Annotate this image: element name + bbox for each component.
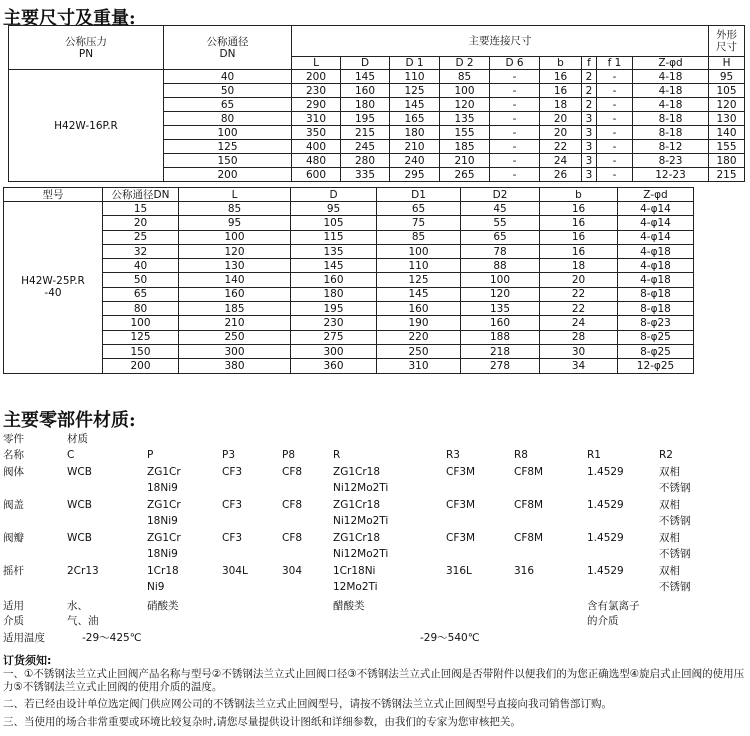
table-cell: 24 [540,154,582,168]
table-cell: 160 [291,273,377,287]
table-cell: - [490,154,540,168]
table-cell: 12-23 [633,168,709,182]
table-cell: 125 [377,273,461,287]
code-r3: R3 [446,449,460,461]
table-cell: 2 [582,70,597,84]
temp-r: -29～540℃ [420,632,480,644]
media-r: 醋酸类 [333,600,365,612]
material-cover-r1: ZG1Cr18 [333,499,381,511]
code-p: P [147,449,154,461]
table-cell: 85 [440,70,490,84]
table-row [4,330,694,344]
table-cell: 22 [540,302,618,316]
table-cell: 20 [540,126,582,140]
model-line-2: -40 [44,287,62,300]
material-rocker-p2: Ni9 [147,581,165,593]
table-cell: 245 [341,140,390,154]
code-c: C [67,449,75,461]
table-cell: - [597,168,633,182]
table-cell: 80 [103,302,179,316]
table-cell: 380 [179,359,291,373]
order-note-1: 一、①不锈钢法兰立式止回阀产品名称与型号②不锈钢法兰立式止回阀口径③不锈钢法兰立式止回阀是否带附件以便我们的为您正确选型④旋启式止回阀的使用压力⑤不锈钢法兰立式止回阀的使用介质的温度。 [3,668,745,693]
temp-c: -29～425℃ [82,632,142,644]
table-cell: 278 [461,359,540,373]
media-p: 硝酸类 [147,600,179,612]
material-cover-r3: CF3M [446,499,476,511]
table-cell: 50 [164,84,292,98]
table-cell: 8-φ18 [618,287,694,301]
media-r1-2: 的介质 [587,615,619,627]
sub-header-cell: D 1 [390,57,440,70]
table-cell: 215 [341,126,390,140]
table-cell: 290 [292,98,341,112]
table-cell: 4-18 [633,84,709,98]
header-nominal-diameter: 公称通径 DN [164,26,292,70]
table-cell: 16 [540,202,618,216]
table-cell: 8-φ25 [618,330,694,344]
table-cell: 22 [540,287,618,301]
table-cell: 180 [341,98,390,112]
table-cell: 65 [377,202,461,216]
sub-header-cell: Z-φd [633,57,709,70]
table-cell: 8-φ18 [618,302,694,316]
order-notes-title: 订货须知: [3,654,52,667]
table-cell: - [597,84,633,98]
table-cell: 250 [179,330,291,344]
table-row [4,344,694,358]
table-cell: 210 [179,316,291,330]
table-cell: 85 [179,202,291,216]
table-cell: 95 [291,202,377,216]
table-cell: 335 [341,168,390,182]
code-r8: R8 [514,449,528,461]
table-row [4,273,694,287]
table-cell: 8-φ23 [618,316,694,330]
material-rocker-r3: 316L [446,565,472,577]
table-cell: 100 [179,230,291,244]
table-cell: - [597,154,633,168]
table-cell: 155 [709,140,745,154]
table-cell: - [597,126,633,140]
table-cell: 110 [390,70,440,84]
table-cell: 200 [292,70,341,84]
sub-header-cell: D [341,57,390,70]
table-row [9,70,745,84]
table-cell: 125 [103,330,179,344]
table-cell: - [597,112,633,126]
table-cell: 78 [461,244,540,258]
table-cell: 4-φ18 [618,259,694,273]
table-cell: 16 [540,244,618,258]
table-cell: 3 [582,126,597,140]
table-row [4,287,694,301]
material-rocker-r1: 1Cr18Ni [333,565,376,577]
table-cell: 135 [461,302,540,316]
table-cell: 8-φ25 [618,344,694,358]
material-cover-p8: CF8 [282,499,303,511]
table-cell: 28 [540,330,618,344]
table-cell: 265 [440,168,490,182]
table-cell: 26 [540,168,582,182]
table-cell: 160 [179,287,291,301]
material-body-rtwo1: 双相 [659,466,680,478]
material-rocker-r8: 316 [514,565,535,577]
material-body-r3: CF3M [446,466,476,478]
table-cell: 16 [540,216,618,230]
material-disc-rtwo1: 双相 [659,532,680,544]
table-cell: 16 [540,84,582,98]
table-cell: 85 [377,230,461,244]
material-cover-r2: Ni12Mo2Ti [333,515,389,527]
material-rocker-p3: 304L [222,565,248,577]
table-cell: 4-φ14 [618,216,694,230]
dimensions-table-25p [3,187,694,374]
material-disc-p3: CF3 [222,532,243,544]
table-cell: 100 [440,84,490,98]
material-disc-p8: CF8 [282,532,303,544]
table-cell: 65 [103,287,179,301]
table-cell: 16 [540,70,582,84]
table-cell: 125 [390,84,440,98]
header-cell: D [291,188,377,202]
table-cell: - [490,126,540,140]
material-body-name: 阀体 [3,466,24,478]
table-cell: 165 [390,112,440,126]
table-cell: 188 [461,330,540,344]
material-disc-rtwo2: 不锈钢 [659,548,691,560]
table-row [4,359,694,373]
code-p3: P3 [222,449,236,461]
materials-header-name: 名称 [3,449,24,461]
table-cell: 4-φ14 [618,202,694,216]
table-cell: 8-12 [633,140,709,154]
material-cover-c: WCB [67,499,92,511]
header-cell: D1 [377,188,461,202]
table-cell: 360 [291,359,377,373]
table-cell: 20 [540,273,618,287]
material-body-c: WCB [67,466,92,478]
table-cell: 95 [709,70,745,84]
table-cell: 20 [540,112,582,126]
table-cell: 300 [179,344,291,358]
material-body-rtwo2: 不锈钢 [659,482,691,494]
model-cell [4,202,103,374]
sub-header-cell: L [292,57,341,70]
table-cell: 34 [540,359,618,373]
dimensions-table-16p [8,25,745,182]
table-cell: 8-18 [633,112,709,126]
order-note-3: 三、当使用的场合非常重要或环境比较复杂时,请您尽量提供设计图纸和详细参数，由我们的专家为您审核把关。 [3,716,521,728]
table-cell: 230 [291,316,377,330]
table-cell: 4-φ14 [618,230,694,244]
table-cell: 300 [291,344,377,358]
dimensions-heading: 主要尺寸及重量: [3,8,136,29]
material-rocker-rtwo2: 不锈钢 [659,581,691,593]
table-cell: 275 [291,330,377,344]
table-row [4,230,694,244]
material-disc-name: 阀瓣 [3,532,24,544]
material-cover-r8: CF8M [514,499,544,511]
material-rocker-p1: 1Cr18 [147,565,179,577]
code-p8: P8 [282,449,296,461]
table-cell: 180 [709,154,745,168]
table-cell: 32 [103,244,179,258]
table-cell: 40 [164,70,292,84]
table-cell: 200 [103,359,179,373]
table-cell: 24 [540,316,618,330]
table-cell: 4-φ18 [618,244,694,258]
code-r1: R1 [587,449,601,461]
table-cell: - [597,98,633,112]
table-cell: 65 [164,98,292,112]
table-cell: 135 [440,112,490,126]
table-cell: 145 [377,287,461,301]
material-body-r2: Ni12Mo2Ti [333,482,389,494]
table-cell: 195 [341,112,390,126]
material-cover-p1: ZG1Cr [147,499,181,511]
material-cover-rtwo2: 不锈钢 [659,515,691,527]
model-cell: H42W-16P.R [9,70,164,182]
table-cell: 75 [377,216,461,230]
table-cell: 95 [179,216,291,230]
table-cell: 180 [291,287,377,301]
header-outer-size: 外形 尺寸 [709,26,745,57]
table-row [4,259,694,273]
table-row [4,302,694,316]
temp-label: 适用温度 [3,632,45,644]
table-cell: 18 [540,259,618,273]
table-cell: 80 [164,112,292,126]
material-body-p1: ZG1Cr [147,466,181,478]
table-cell: 185 [440,140,490,154]
sub-header-cell: D 2 [440,57,490,70]
table-cell: 16 [540,230,618,244]
table-cell: 18 [540,98,582,112]
table-cell: 145 [390,98,440,112]
table-cell: 8-23 [633,154,709,168]
table-cell: 135 [291,244,377,258]
table-cell: 160 [377,302,461,316]
table-cell: 100 [377,244,461,258]
table-cell: 100 [103,316,179,330]
materials-header-material: 材质 [67,433,88,445]
material-disc-c: WCB [67,532,92,544]
table-cell: 230 [292,84,341,98]
table-cell: 25 [103,230,179,244]
table-cell: 210 [440,154,490,168]
sub-header-cell: f 1 [597,57,633,70]
code-r2: R2 [659,449,673,461]
table-cell: 145 [341,70,390,84]
table-cell: 120 [709,98,745,112]
material-disc-p1: ZG1Cr [147,532,181,544]
table-cell: 115 [291,230,377,244]
media-label-2: 介质 [3,615,24,627]
table-cell: 190 [377,316,461,330]
table-cell: - [490,84,540,98]
material-rocker-p8: 304 [282,565,303,577]
table-cell: 185 [179,302,291,316]
table-cell: 20 [103,216,179,230]
table-cell: 55 [461,216,540,230]
table-cell: 140 [709,126,745,140]
material-disc-r1: ZG1Cr18 [333,532,381,544]
table-cell: 45 [461,202,540,216]
table-cell: 155 [440,126,490,140]
table-cell: 130 [709,112,745,126]
table-row [4,202,694,216]
table-cell: 3 [582,140,597,154]
table-cell: 160 [341,84,390,98]
table-cell: 100 [164,126,292,140]
table-cell: 120 [440,98,490,112]
sub-header-cell: f [582,57,597,70]
table-cell: 180 [390,126,440,140]
table-cell: - [490,98,540,112]
header-cell: 型号 [4,188,103,202]
table-cell: 215 [709,168,745,182]
material-disc-r2: Ni12Mo2Ti [333,548,389,560]
material-body-r8: CF8M [514,466,544,478]
table-row [4,216,694,230]
table-cell: 200 [164,168,292,182]
material-disc-r8: CF8M [514,532,544,544]
table-cell: 160 [461,316,540,330]
materials-heading: 主要零部件材质: [3,410,136,431]
table-cell: 4-18 [633,98,709,112]
media-c: 水、 [67,600,88,612]
material-cover-p3: CF3 [222,499,243,511]
material-cover-rtwo1: 双相 [659,499,680,511]
table-cell: - [597,140,633,154]
table-cell: 140 [179,273,291,287]
material-body-p8: CF8 [282,466,303,478]
table-cell: 15 [103,202,179,216]
table-cell: 250 [377,344,461,358]
material-disc-rone: 1.4529 [587,532,624,544]
header-cell: Z-φd [618,188,694,202]
table-cell: 105 [291,216,377,230]
sub-header-cell: D 6 [490,57,540,70]
table-cell: 120 [461,287,540,301]
table-cell: 218 [461,344,540,358]
media-c-2: 气、油 [67,615,99,627]
table-cell: 350 [292,126,341,140]
material-rocker-rtwo1: 双相 [659,565,680,577]
table-cell: 150 [103,344,179,358]
table-cell: - [597,70,633,84]
table-cell: 2 [582,84,597,98]
sub-header-cell: H [709,57,745,70]
header-main-connection: 主要连接尺寸 [292,26,709,57]
material-disc-p2: 18Ni9 [147,548,178,560]
media-r1: 含有氯离子 [587,600,640,612]
table-cell: 3 [582,168,597,182]
table-cell: 480 [292,154,341,168]
table-cell: 125 [164,140,292,154]
material-body-p3: CF3 [222,466,243,478]
table-cell: 30 [540,344,618,358]
material-rocker-r2: 12Mo2Ti [333,581,378,593]
table-cell: 600 [292,168,341,182]
material-cover-rone: 1.4529 [587,499,624,511]
material-cover-name: 阀盖 [3,499,24,511]
table-cell: 65 [461,230,540,244]
code-r: R [333,449,341,461]
table-cell: 50 [103,273,179,287]
table-cell: 280 [341,154,390,168]
material-body-r1: ZG1Cr18 [333,466,381,478]
table-cell: 130 [179,259,291,273]
table-cell: - [490,140,540,154]
table-row [4,244,694,258]
table-cell: 3 [582,154,597,168]
table-cell: - [490,112,540,126]
table-cell: 100 [461,273,540,287]
material-rocker-rone: 1.4529 [587,565,624,577]
header-pressure: 公称压力 PN [9,26,164,70]
table-row [4,316,694,330]
table-cell: 120 [179,244,291,258]
table-cell: 210 [390,140,440,154]
table-cell: 12-φ25 [618,359,694,373]
material-body-rone: 1.4529 [587,466,624,478]
model-line-1: H42W-25P.R [21,275,85,288]
table-cell: 295 [390,168,440,182]
material-body-p2: 18Ni9 [147,482,178,494]
table-cell: 310 [377,359,461,373]
table-cell: 240 [390,154,440,168]
table-cell: 4-φ18 [618,273,694,287]
table-cell: 8-18 [633,126,709,140]
header-cell: b [540,188,618,202]
sub-header-cell: b [540,57,582,70]
header-cell: 公称通径DN [103,188,179,202]
table-cell: 195 [291,302,377,316]
table-cell: 310 [292,112,341,126]
table-cell: 150 [164,154,292,168]
header-cell: L [179,188,291,202]
material-cover-p2: 18Ni9 [147,515,178,527]
table-cell: 88 [461,259,540,273]
materials-header-part: 零件 [3,433,24,445]
header-cell: D2 [461,188,540,202]
material-rocker-c: 2Cr13 [67,565,99,577]
material-disc-r3: CF3M [446,532,476,544]
material-rocker-name: 摇杆 [3,565,24,577]
table-cell: 400 [292,140,341,154]
table-cell: - [490,70,540,84]
media-label: 适用 [3,600,24,612]
table-cell: 40 [103,259,179,273]
order-note-2: 二、若已经由设计单位选定阀门供应网公司的不锈钢法兰立式止回阀型号，请按不锈钢法兰立式止回阀型号直接向我司销售部订购。 [3,698,612,710]
table-cell: 105 [709,84,745,98]
table-cell: 22 [540,140,582,154]
table-cell: 110 [377,259,461,273]
table-cell: 4-18 [633,70,709,84]
table-cell: 3 [582,112,597,126]
table-cell: 2 [582,98,597,112]
table-cell: 220 [377,330,461,344]
table-cell: 145 [291,259,377,273]
table-cell: - [490,168,540,182]
